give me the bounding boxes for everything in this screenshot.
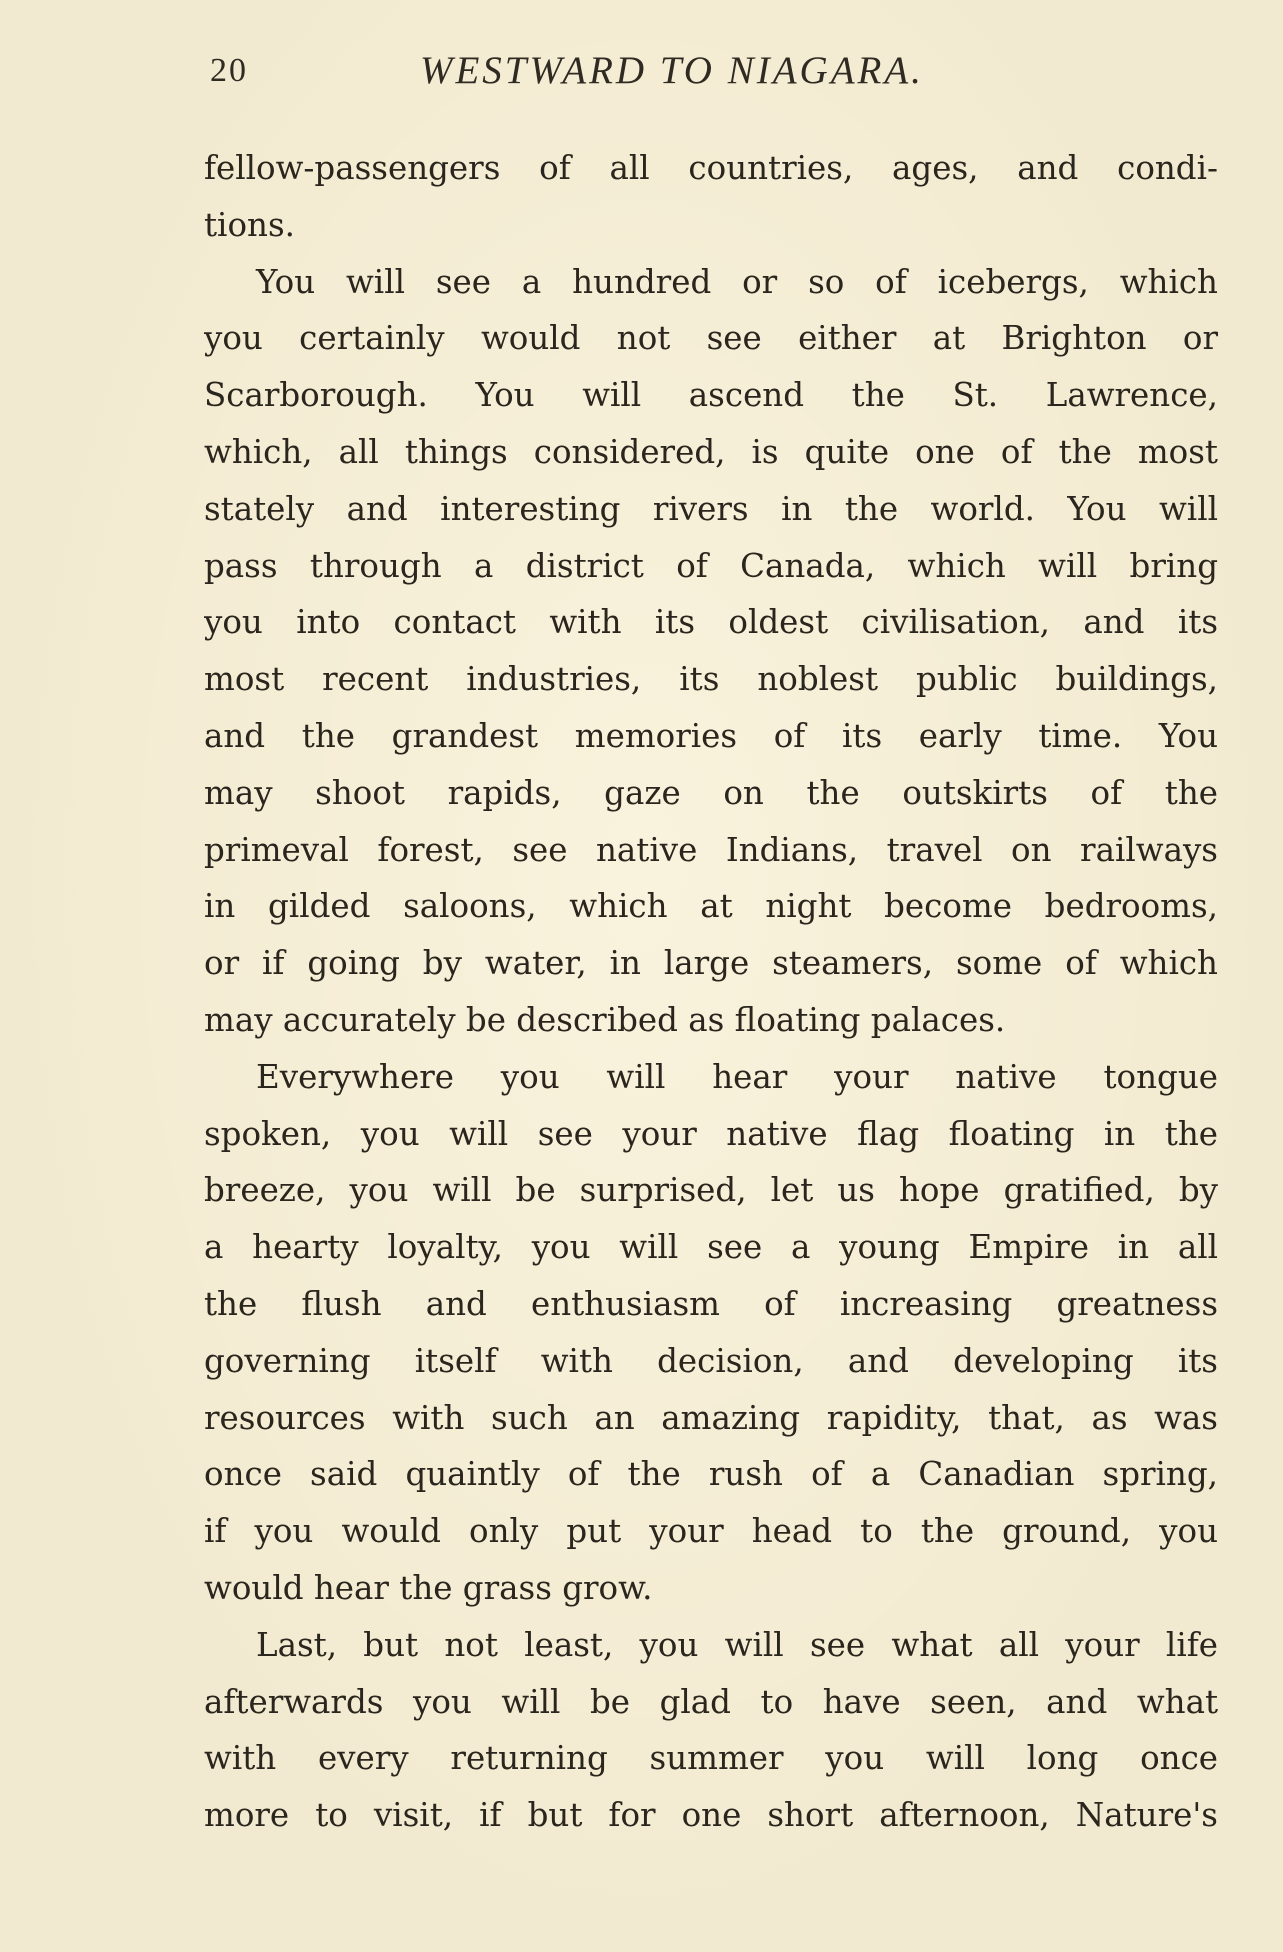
running-head [200,48,1220,98]
text-line: the flush and enthusiasm of increasing greatness [204,1284,1218,1323]
text-line: may accurately be described as floating palaces. [204,1000,1006,1039]
text-line: with every returning summer you will long once [204,1739,1218,1778]
book-title: WESTWARD TO NIAGARA. [420,49,924,92]
text-line: or if going by water, in large steamers, some of which [204,944,1218,983]
text-line: may shoot rapids, gaze on the outskirts of the [204,773,1218,812]
text-line: tions. [204,205,295,244]
paragraph-first-line: You will see a hundred or so of icebergs, which [256,262,1218,301]
text-line: Scarborough. You will ascend the St. Lawrence, [204,376,1218,415]
text-line: which, all things considered, is quite one of the most [204,432,1218,471]
text-line: you certainly would not see either at Brighton or [204,319,1218,358]
text-line: if you would only put your head to the ground, you [204,1512,1218,1551]
text-line: more to visit, if but for one short afternoon, Nature's [204,1796,1218,1835]
body-text [204,140,1218,1844]
text-line: breeze, you will be surprised, let us hope gratified, by [204,1171,1218,1210]
text-line: resources with such an amazing rapidity, that, as was [204,1398,1218,1437]
text-line: in gilded saloons, which at night become bedrooms, [204,887,1218,926]
text-line: primeval forest, see native Indians, travel on railways [204,830,1218,869]
text-line: pass through a district of Canada, which will bring [204,546,1218,585]
text-line: afterwards you will be glad to have seen, and what [204,1682,1218,1721]
text-line: would hear the grass grow. [204,1568,653,1607]
text-line: governing itself with decision, and developing its [204,1341,1218,1380]
text-line: spoken, you will see your native flag floating in the [204,1114,1218,1153]
page-number: 20 [210,52,248,89]
text-line: a hearty loyalty, you will see a young Empire in all [204,1228,1218,1267]
text-line: fellow-passengers of all countries, ages, and condi- [204,149,1218,187]
text-line: most recent industries, its noblest public buildings, [204,660,1218,699]
text-line: and the grandest memories of its early time. You [204,716,1218,755]
text-line: you into contact with its oldest civilisation, and its [204,603,1218,642]
paragraph-first-line: Everywhere you will hear your native tongue [256,1057,1218,1096]
text-line: stately and interesting rivers in the world. You will [204,489,1218,528]
text-line: once said quaintly of the rush of a Canadian spring, [204,1455,1218,1494]
paragraph-first-line: Last, but not least, you will see what all your life [256,1625,1218,1664]
